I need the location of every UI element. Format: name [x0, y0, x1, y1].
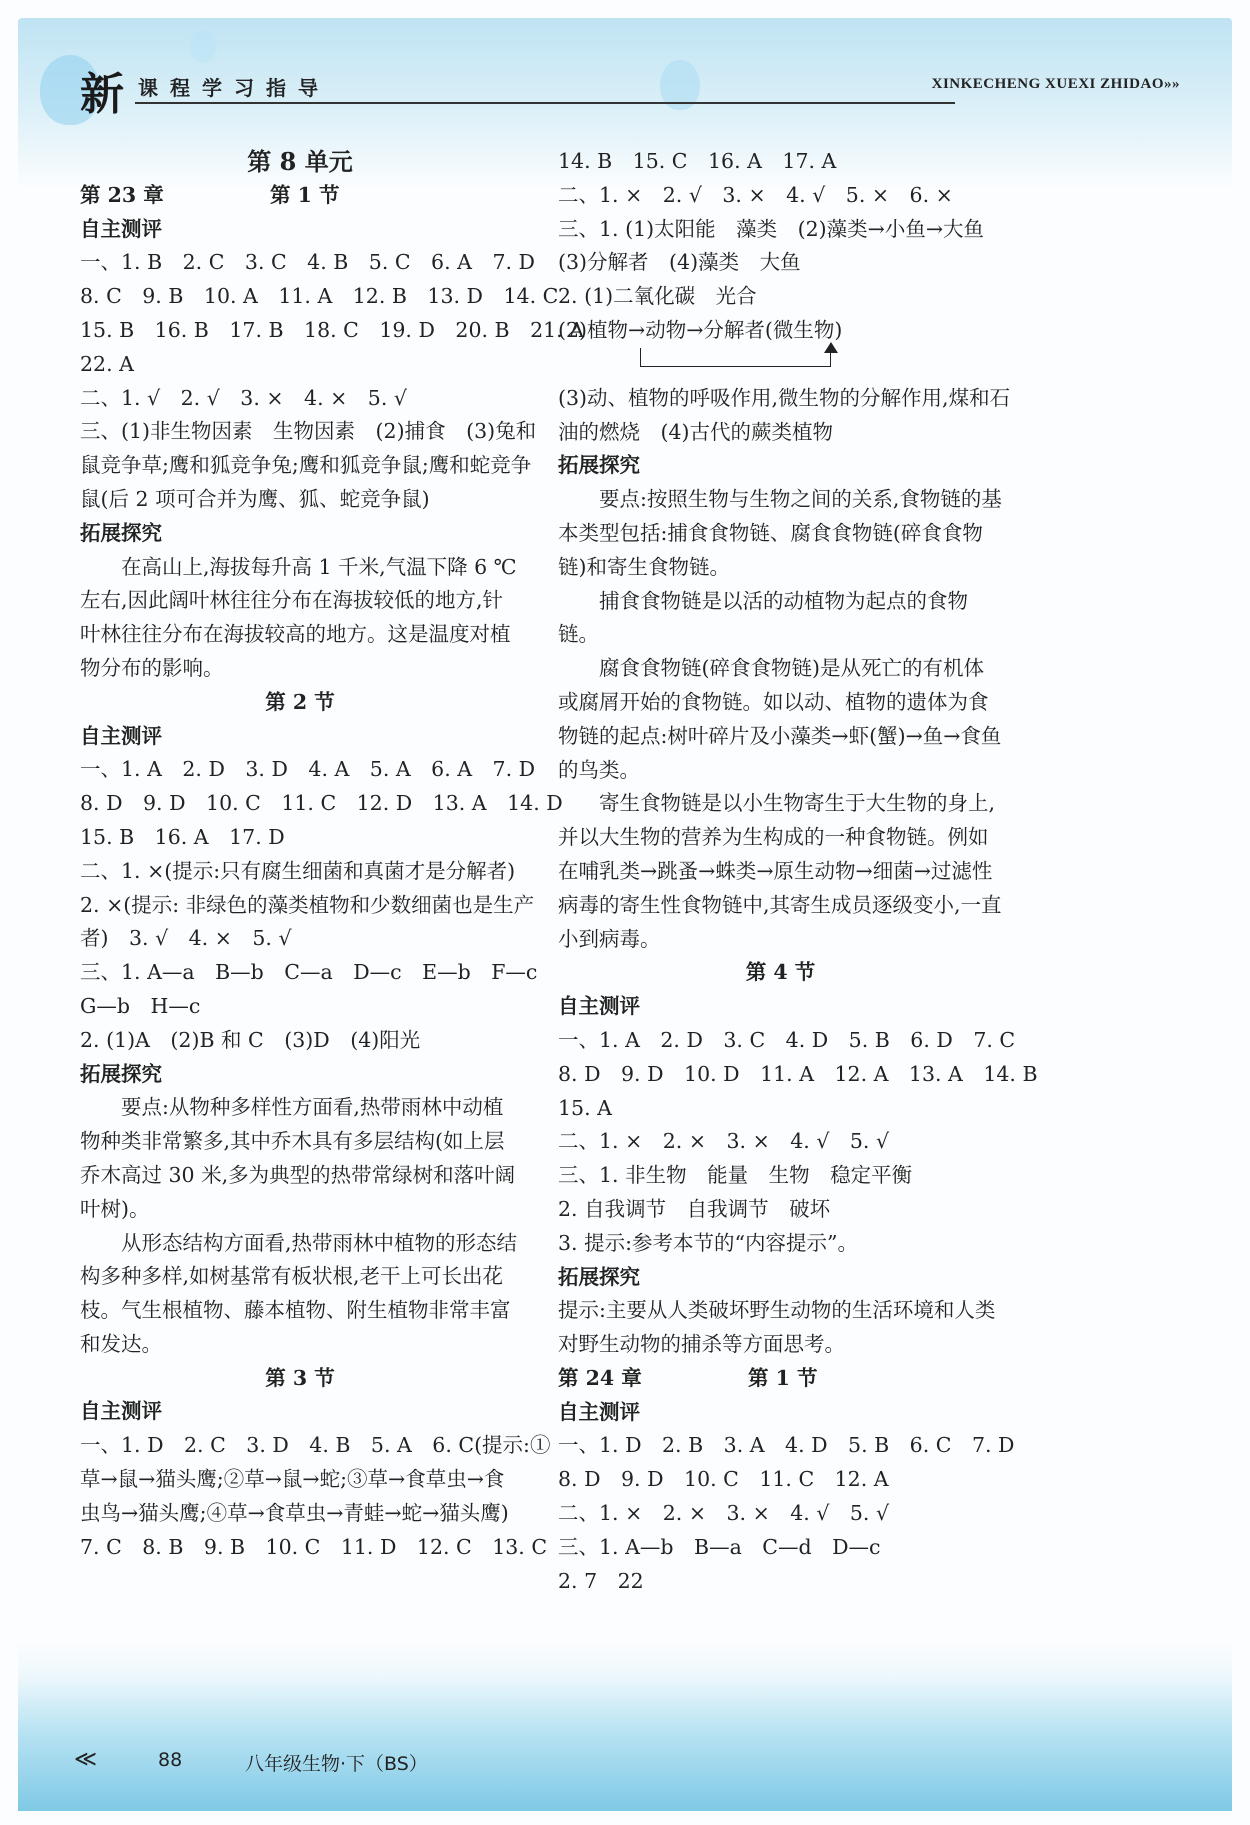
section-label: 第 1 节: [270, 182, 340, 207]
section-heading: 第 2 节: [265, 689, 335, 714]
answer-line: 三、1. 非生物 能量 生物 稳定平衡: [558, 1163, 913, 1188]
answer-line: 2. ×(提示: 非绿色的藻类植物和少数细菌也是生产: [80, 892, 535, 917]
arrow-up-icon: [824, 342, 838, 353]
series-pinyin: XINKECHENG XUEXI ZHIDAO»»: [931, 76, 1180, 92]
answer-line: 三、1. (1)太阳能 藻类 (2)藻类→小鱼→大鱼: [558, 216, 985, 241]
answer-line: 三、1. A—b B—a C—d D—c: [558, 1534, 881, 1559]
explore-paragraph: 要点:从物种多样性方面看,热带雨林中动植物种类非常繁多,其中乔木具有多层结构(如上层乔木高过 30 米,多为典型的热带常绿树和落叶阔叶树)。: [80, 1095, 516, 1221]
explore-heading: 拓展探究: [558, 453, 640, 478]
footer-background: [18, 1641, 1232, 1811]
selftest-heading: 自主测评: [558, 1399, 640, 1424]
answer-line: 8. C 9. B 10. A 11. A 12. B 13. D 14. C: [80, 284, 559, 309]
balloon-decoration: [190, 30, 216, 62]
explore-paragraph: 在高山上,海拔每升高 1 千米,气温下降 6 ℃左右,因此阔叶林往往分布在海拔较低的地方,针叶林往往分布在海拔较高的地方。这是温度对植物分布的影响。: [80, 554, 517, 680]
selftest-heading: 自主测评: [80, 1399, 162, 1424]
answer-line: 一、1. A 2. D 3. C 4. D 5. B 6. D 7. C: [558, 1027, 1016, 1052]
chapter-label: 第 24 章: [558, 1365, 642, 1390]
explore-heading: 拓展探究: [80, 520, 162, 545]
answer-line: 油的燃烧 (4)古代的蕨类植物: [558, 419, 834, 444]
double-chevron-icon: »»: [1164, 76, 1180, 92]
page-header: [80, 62, 1180, 120]
selftest-heading: 自主测评: [80, 216, 162, 241]
page-number: 88: [158, 1749, 183, 1771]
answer-line: 者) 3. √ 4. × 5. √: [80, 926, 292, 951]
chapter-heading: [80, 179, 520, 213]
answer-line: 7. C 8. B 9. B 10. C 11. D 12. C 13. C: [80, 1534, 548, 1559]
chapter-label: 第 23 章: [80, 182, 164, 207]
answer-line: 15. B 16. A 17. D: [80, 824, 285, 849]
answer-line: 二、1. × 2. × 3. × 4. √ 5. √: [558, 1501, 890, 1526]
unit-title: 第 8 单元: [247, 147, 353, 176]
explore-paragraph: 捕食食物链是以活的动植物为起点的食物链。: [558, 588, 968, 647]
answer-line: 二、1. √ 2. √ 3. × 4. × 5. √: [80, 385, 407, 410]
answer-line: 一、1. A 2. D 3. D 4. A 5. A 6. A 7. D: [80, 757, 536, 782]
answer-line: 一、1. D 2. C 3. D 4. B 5. A 6. C(提示:①: [80, 1433, 551, 1458]
cycle-return-arrow: [640, 348, 840, 382]
chapter-heading: [558, 1362, 1003, 1396]
answer-line: (3)动、植物的呼吸作用,微生物的分解作用,煤和石: [558, 385, 1011, 410]
selftest-heading: 自主测评: [558, 994, 640, 1019]
answer-line: 二、1. × 2. √ 3. × 4. √ 5. × 6. ×: [558, 182, 953, 207]
answer-line: 三、1. A—a B—b C—a D—c E—b F—c: [80, 960, 538, 985]
section-label: 第 1 节: [748, 1365, 818, 1390]
section-heading: 第 3 节: [265, 1365, 335, 1390]
answer-line: 2. 7 22: [558, 1568, 644, 1593]
answer-line: 鼠(后 2 项可合并为鹰、狐、蛇竞争鼠): [80, 486, 430, 511]
answer-line: 虫鸟→猫头鹰;④草→食草虫→青蛙→蛇→猫头鹰): [80, 1500, 509, 1525]
series-title: 课程学习指导: [138, 76, 330, 100]
answer-line: 15. A: [558, 1095, 612, 1120]
answer-line: 三、(1)非生物因素 生物因素 (2)捕食 (3)兔和: [80, 419, 537, 444]
explore-heading: 拓展探究: [558, 1264, 640, 1289]
answer-line: 二、1. ×(提示:只有腐生细菌和真菌才是分解者): [80, 858, 516, 883]
answer-line: 2. 自我调节 自我调节 破坏: [558, 1196, 831, 1221]
answer-line: 22. A: [80, 351, 134, 376]
answer-line: 8. D 9. D 10. D 11. A 12. A 13. A 14. B: [558, 1061, 1038, 1086]
section-heading: 第 4 节: [745, 960, 816, 985]
page-footer: [74, 1745, 780, 1785]
answer-line: 2. (1)二氧化碳 光合: [558, 284, 757, 309]
answer-line: 8. D 9. D 10. C 11. C 12. A: [558, 1467, 889, 1492]
answer-line: 一、1. D 2. B 3. A 4. D 5. B 6. C 7. D: [558, 1433, 1015, 1458]
explore-heading: 拓展探究: [80, 1061, 162, 1086]
answer-line: 鼠竞争草;鹰和狐竞争兔;鹰和狐竞争鼠;鹰和蛇竞争: [80, 453, 532, 478]
selftest-heading: 自主测评: [80, 723, 162, 748]
answer-line: 3. 提示:参考本节的“内容提示”。: [558, 1230, 858, 1255]
answer-line: (2)植物→动物→分解者(微生物): [558, 317, 843, 342]
explore-paragraph: 从形态结构方面看,热带雨林中植物的形态结构多种多样,如树基常有板状根,老干上可长出花枝。气生根植物、藤本植物、附生植物非常丰富和发达。: [80, 1230, 518, 1356]
explore-paragraph: 要点:按照生物与生物之间的关系,食物链的基本类型包括:捕食食物链、腐食食物链(碎食食物链)和寄生食物链。: [558, 487, 1002, 579]
answer-line: 一、1. B 2. C 3. C 4. B 5. C 6. A 7. D: [80, 250, 535, 275]
answer-line: 15. B 16. B 17. B 18. C 19. D 20. B 21. A: [80, 317, 585, 342]
answer-line: 二、1. × 2. × 3. × 4. √ 5. √: [558, 1129, 890, 1154]
explore-paragraph: 寄生食物链是以小生物寄生于大生物的身上,并以大生物的营养为生构成的一种食物链。例如在哺乳类→跳蚤→蛛类→原生动物→细菌→过滤性病毒的寄生性食物链中,其寄生成员逐级变小,一直小到病毒。: [558, 791, 1002, 951]
answer-line: (3)分解者 (4)藻类 大鱼: [558, 250, 801, 275]
double-chevron-left-icon: ≪: [74, 1747, 98, 1772]
header-rule: [135, 102, 955, 104]
right-column: [558, 145, 1038, 1598]
series-logo: 新: [80, 69, 124, 120]
answer-line: 2. (1)A (2)B 和 C (3)D (4)阳光: [80, 1027, 421, 1052]
book-title: 八年级生物·下（BS）: [245, 1753, 428, 1775]
answer-line: 8. D 9. D 10. C 11. C 12. D 13. A 14. D: [80, 791, 563, 816]
answer-line: 14. B 15. C 16. A 17. A: [558, 149, 837, 173]
answer-line: 草→鼠→猫头鹰;②草→鼠→蛇;③草→食草虫→食: [80, 1467, 505, 1492]
explore-paragraph: 提示:主要从人类破坏野生动物的生活环境和人类对野生动物的捕杀等方面思考。: [558, 1298, 996, 1357]
explore-paragraph: 腐食食物链(碎食食物链)是从死亡的有机体或腐屑开始的食物链。如以动、植物的遗体为食物链的起点:树叶碎片及小藻类→虾(蟹)→鱼→食鱼的鸟类。: [558, 656, 1002, 782]
answer-line: G—b H—c: [80, 993, 201, 1018]
